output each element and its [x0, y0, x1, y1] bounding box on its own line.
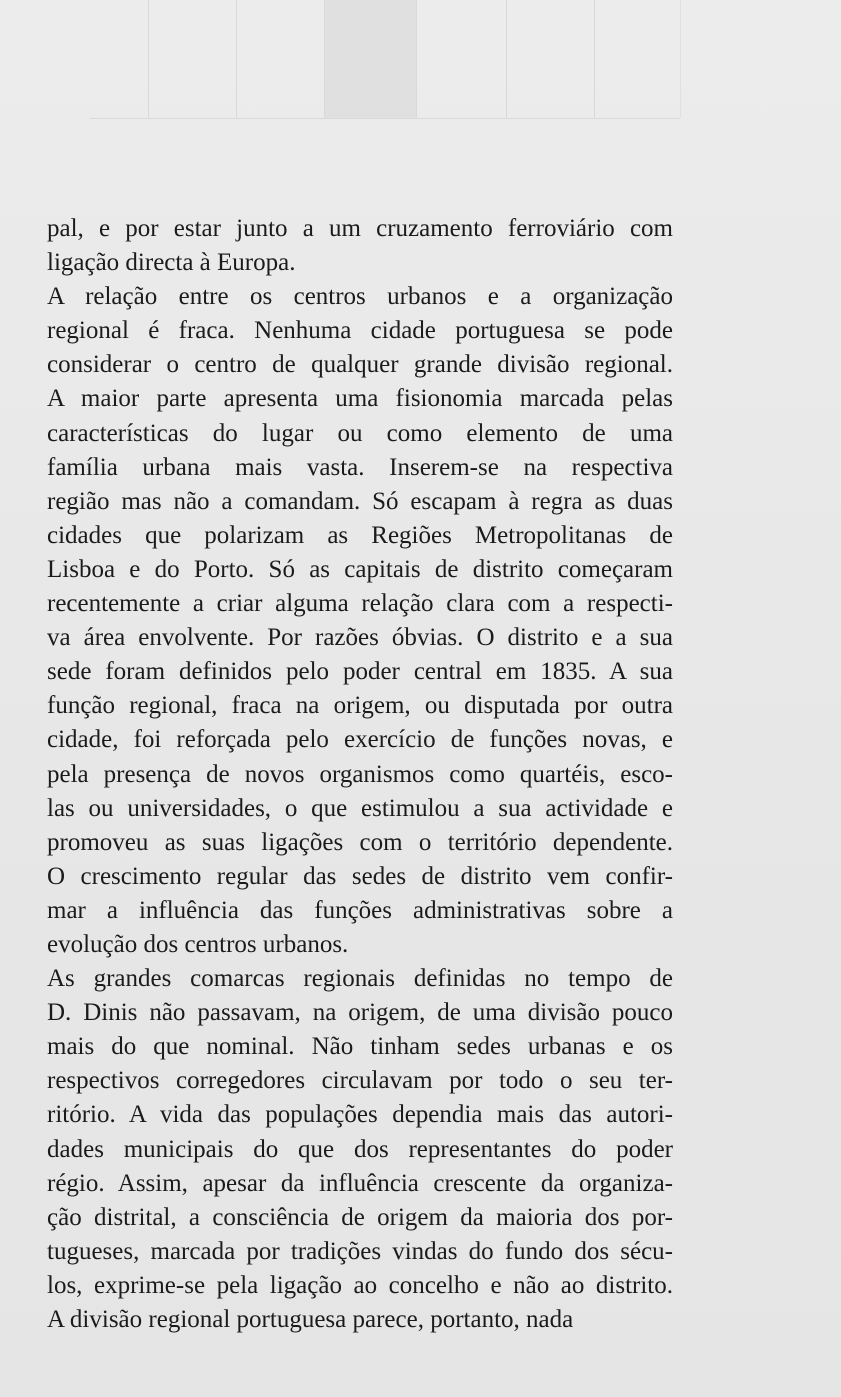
show-through-column-rule: [148, 0, 149, 118]
show-through-column-rule: [416, 0, 417, 118]
show-through-column-rule: [324, 0, 325, 118]
paragraph: [47, 280, 673, 962]
show-through-rule: [90, 118, 680, 119]
text-line: O crescimento regular das sedes de distrito vem confir-: [47, 862, 673, 890]
text-line: características do lugar ou como elemento de uma: [47, 419, 673, 447]
text-line: recentemente a criar alguma relação clara com a respecti-: [47, 590, 673, 618]
text-line: respectivos corregedores circulavam por todo o seu ter-: [47, 1067, 673, 1095]
text-line: regional é fraca. Nenhuma cidade portuguesa se pode: [47, 317, 673, 345]
text-line: Lisboa e do Porto. Só as capitais de distrito começaram: [47, 555, 673, 583]
text-line: sede foram definidos pelo poder central em 1835. A sua: [47, 658, 673, 686]
text-line: régio. Assim, apesar da influência crescente da organiza-: [47, 1169, 673, 1197]
text-line: ritório. A vida das populações dependia mais das autori-: [47, 1101, 673, 1129]
text-line: considerar o centro de qualquer grande divisão regional.: [47, 351, 673, 379]
text-line: A relação entre os centros urbanos e a organização: [47, 283, 673, 311]
show-through-shaded-cell: [324, 0, 416, 118]
text-line: D. Dinis não passavam, na origem, de uma divisão pouco: [47, 999, 673, 1027]
text-line: família urbana mais vasta. Inserem-se na respectiva: [47, 453, 673, 481]
text-line: cidades que polarizam as Regiões Metropolitanas de: [47, 521, 673, 549]
text-line: As grandes comarcas regionais definidas no tempo de: [47, 965, 673, 993]
show-through-column-rule: [594, 0, 595, 118]
text-line: região mas não a comandam. Só escapam à regra as duas: [47, 487, 673, 515]
text-line: evolução dos centros urbanos.: [47, 930, 349, 958]
body-text: [47, 212, 673, 1337]
show-through-column-rule: [236, 0, 237, 118]
text-line: mais do que nominal. Não tinham sedes urbanas e os: [47, 1033, 673, 1061]
text-line: pal, e por estar junto a um cruzamento ferroviário com: [47, 215, 673, 242]
text-line: los, exprime-se pela ligação ao concelho e não ao distrito.: [47, 1271, 673, 1299]
text-line: mar a influência das funções administrativas sobre a: [47, 896, 673, 924]
text-line: dades municipais do que dos representantes do poder: [47, 1135, 673, 1163]
text-line: las ou universidades, o que estimulou a sua actividade e: [47, 794, 673, 822]
text-line: A divisão regional portuguesa parece, portanto, nada: [47, 1306, 574, 1333]
text-line: cidade, foi reforçada pelo exercício de funções novas, e: [47, 726, 673, 754]
paragraph: [47, 212, 673, 280]
text-line: função regional, fraca na origem, ou disputada por outra: [47, 692, 673, 720]
text-line: tugueses, marcada por tradições vindas do fundo dos sécu-: [47, 1237, 673, 1265]
text-line: ligação directa à Europa.: [47, 249, 296, 277]
show-through-column-rule: [506, 0, 507, 118]
text-line: promoveu as suas ligações com o território dependente.: [47, 828, 673, 856]
text-line: A maior parte apresenta uma fisionomia marcada pelas: [47, 385, 673, 413]
text-line: pela presença de novos organismos como quartéis, esco-: [47, 760, 673, 788]
paragraph: [47, 962, 673, 1337]
text-line: ção distrital, a consciência de origem da maioria dos por-: [47, 1203, 673, 1231]
text-line: va área envolvente. Por razões óbvias. O distrito e a sua: [47, 624, 673, 652]
